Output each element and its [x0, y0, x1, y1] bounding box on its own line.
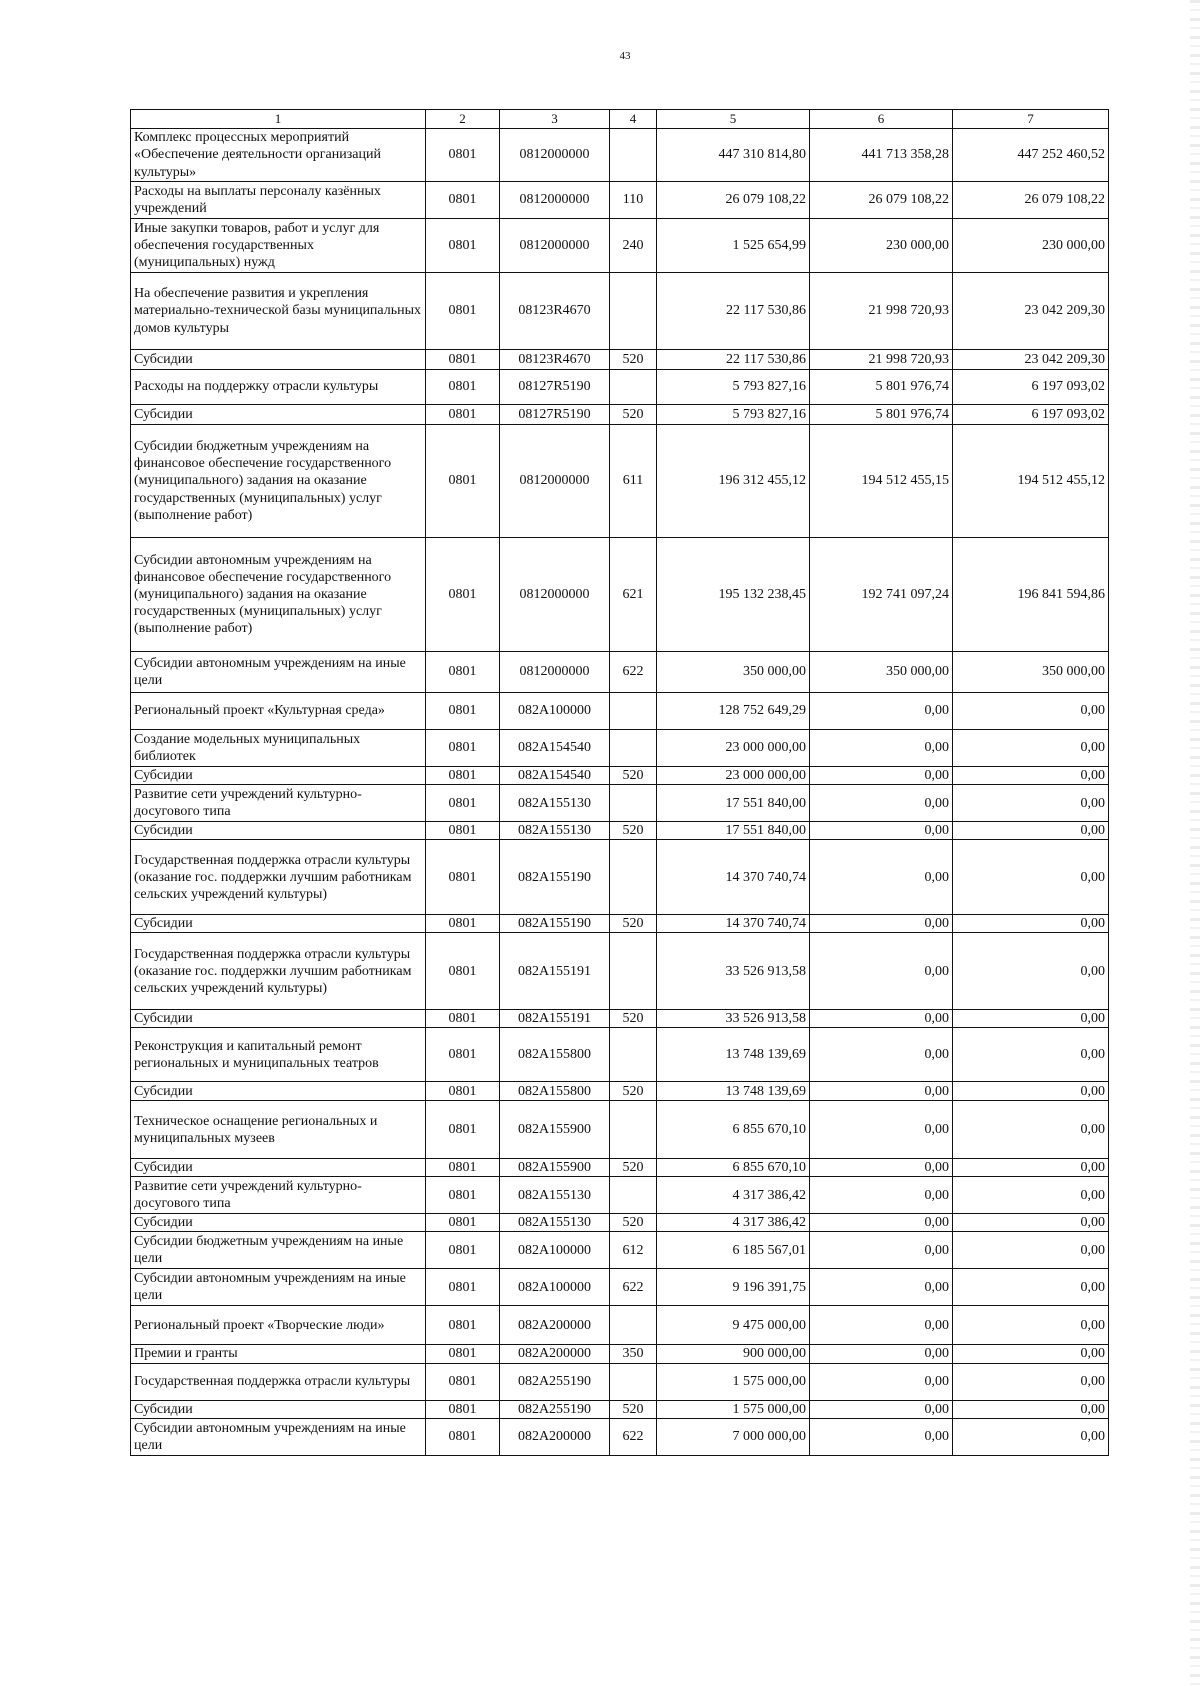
amount-col7-cell: 0,00: [953, 730, 1109, 767]
table-row: [131, 1159, 1109, 1177]
header-cell-1: 1: [131, 110, 426, 129]
amount-col6-cell: 230 000,00: [810, 219, 953, 273]
table-header-row: [131, 110, 1109, 129]
amount-col7-cell: 194 512 455,12: [953, 425, 1109, 538]
expense-type-cell: 520: [610, 822, 657, 840]
table-row: [131, 1028, 1109, 1082]
amount-col7-cell: 6 197 093,02: [953, 405, 1109, 425]
amount-col6-cell: 0,00: [810, 1345, 953, 1363]
row-name-cell: Субсидии: [131, 1010, 426, 1028]
amount-col6-cell: 0,00: [810, 840, 953, 915]
row-name-cell: Региональный проект «Культурная среда»: [131, 693, 426, 730]
table-row: [131, 1232, 1109, 1269]
section-code-cell: 0801: [426, 1028, 500, 1082]
section-code-cell: 0801: [426, 425, 500, 538]
table-row: [131, 1010, 1109, 1028]
amount-col7-cell: 0,00: [953, 1159, 1109, 1177]
page-number: 43: [619, 50, 631, 62]
row-name-cell: Расходы на выплаты персоналу казённых учреждений: [131, 182, 426, 219]
target-code-cell: 0812000000: [500, 219, 610, 273]
amount-col7-cell: 0,00: [953, 1101, 1109, 1159]
target-code-cell: 082A155190: [500, 915, 610, 933]
section-code-cell: 0801: [426, 219, 500, 273]
amount-col5-cell: 9 475 000,00: [657, 1306, 810, 1345]
expense-type-cell: [610, 1028, 657, 1082]
amount-col7-cell: 0,00: [953, 1214, 1109, 1232]
target-code-cell: 082A100000: [500, 1232, 610, 1269]
section-code-cell: 0801: [426, 129, 500, 182]
target-code-cell: 082A154540: [500, 730, 610, 767]
target-code-cell: 082A155130: [500, 785, 610, 822]
target-code-cell: 082A155191: [500, 933, 610, 1010]
target-code-cell: 082A200000: [500, 1418, 610, 1455]
row-name-cell: На обеспечение развития и укрепления материально-технической базы муниципальных домов культуры: [131, 273, 426, 350]
amount-col6-cell: 21 998 720,93: [810, 350, 953, 370]
amount-col6-cell: 0,00: [810, 1306, 953, 1345]
amount-col7-cell: 0,00: [953, 822, 1109, 840]
row-name-cell: Субсидии: [131, 767, 426, 785]
amount-col7-cell: 0,00: [953, 693, 1109, 730]
table-row: [131, 405, 1109, 425]
amount-col6-cell: 5 801 976,74: [810, 370, 953, 405]
amount-col7-cell: 0,00: [953, 785, 1109, 822]
expense-type-cell: [610, 693, 657, 730]
expense-type-cell: 520: [610, 1214, 657, 1232]
header-cell-2: 2: [426, 110, 500, 129]
table-row: [131, 182, 1109, 219]
table-row: [131, 1214, 1109, 1232]
amount-col7-cell: 0,00: [953, 1400, 1109, 1418]
amount-col7-cell: 0,00: [953, 1306, 1109, 1345]
target-code-cell: 082A100000: [500, 1269, 610, 1306]
header-cell-7: 7: [953, 110, 1109, 129]
row-name-cell: Создание модельных муниципальных библиотек: [131, 730, 426, 767]
section-code-cell: 0801: [426, 350, 500, 370]
section-code-cell: 0801: [426, 1101, 500, 1159]
target-code-cell: 082A155800: [500, 1028, 610, 1082]
table-row: [131, 425, 1109, 538]
header-cell-3: 3: [500, 110, 610, 129]
row-name-cell: Развитие сети учреждений культурно-досугового типа: [131, 785, 426, 822]
row-name-cell: Субсидии: [131, 1214, 426, 1232]
expense-type-cell: 621: [610, 538, 657, 652]
amount-col7-cell: 0,00: [953, 767, 1109, 785]
header-cell-6: 6: [810, 110, 953, 129]
table-row: [131, 1363, 1109, 1400]
amount-col5-cell: 13 748 139,69: [657, 1028, 810, 1082]
amount-col7-cell: 0,00: [953, 1363, 1109, 1400]
amount-col5-cell: 13 748 139,69: [657, 1082, 810, 1101]
amount-col5-cell: 900 000,00: [657, 1345, 810, 1363]
row-name-cell: Субсидии: [131, 350, 426, 370]
amount-col6-cell: 0,00: [810, 915, 953, 933]
section-code-cell: 0801: [426, 182, 500, 219]
section-code-cell: 0801: [426, 840, 500, 915]
table-row: [131, 822, 1109, 840]
target-code-cell: 082A155800: [500, 1082, 610, 1101]
table-row: [131, 219, 1109, 273]
target-code-cell: 082A155130: [500, 1214, 610, 1232]
amount-col7-cell: 26 079 108,22: [953, 182, 1109, 219]
target-code-cell: 082A155191: [500, 1010, 610, 1028]
table-row: [131, 538, 1109, 652]
target-code-cell: 082A154540: [500, 767, 610, 785]
expense-type-cell: 520: [610, 1082, 657, 1101]
section-code-cell: 0801: [426, 370, 500, 405]
section-code-cell: 0801: [426, 767, 500, 785]
section-code-cell: 0801: [426, 1232, 500, 1269]
expense-type-cell: [610, 129, 657, 182]
amount-col6-cell: 0,00: [810, 1082, 953, 1101]
amount-col7-cell: 196 841 594,86: [953, 538, 1109, 652]
section-code-cell: 0801: [426, 1214, 500, 1232]
section-code-cell: 0801: [426, 730, 500, 767]
table-row: [131, 273, 1109, 350]
amount-col7-cell: 230 000,00: [953, 219, 1109, 273]
target-code-cell: 082A155900: [500, 1159, 610, 1177]
table-row: [131, 693, 1109, 730]
amount-col6-cell: 350 000,00: [810, 652, 953, 693]
expense-type-cell: 520: [610, 915, 657, 933]
row-name-cell: Техническое оснащение региональных и муниципальных музеев: [131, 1101, 426, 1159]
table-row: [131, 1101, 1109, 1159]
table-row: [131, 1418, 1109, 1455]
section-code-cell: 0801: [426, 785, 500, 822]
table-row: [131, 840, 1109, 915]
table-row: [131, 1306, 1109, 1345]
amount-col5-cell: 14 370 740,74: [657, 915, 810, 933]
row-name-cell: Региональный проект «Творческие люди»: [131, 1306, 426, 1345]
target-code-cell: 0812000000: [500, 425, 610, 538]
amount-col7-cell: 0,00: [953, 1232, 1109, 1269]
budget-table-body: [131, 110, 1109, 1456]
section-code-cell: 0801: [426, 405, 500, 425]
amount-col6-cell: 0,00: [810, 1214, 953, 1232]
row-name-cell: Субсидии: [131, 1082, 426, 1101]
amount-col7-cell: 0,00: [953, 1418, 1109, 1455]
table-row: [131, 933, 1109, 1010]
target-code-cell: 08123R4670: [500, 350, 610, 370]
row-name-cell: Государственная поддержка отрасли культуры: [131, 1363, 426, 1400]
amount-col7-cell: 6 197 093,02: [953, 370, 1109, 405]
amount-col7-cell: 447 252 460,52: [953, 129, 1109, 182]
section-code-cell: 0801: [426, 822, 500, 840]
section-code-cell: 0801: [426, 1306, 500, 1345]
amount-col5-cell: 17 551 840,00: [657, 822, 810, 840]
expense-type-cell: 350: [610, 1345, 657, 1363]
row-name-cell: Государственная поддержка отрасли культуры (оказание гос. поддержки лучшим работникам сельских учреждений культуры): [131, 933, 426, 1010]
target-code-cell: 082A200000: [500, 1345, 610, 1363]
expense-type-cell: [610, 273, 657, 350]
amount-col6-cell: 21 998 720,93: [810, 273, 953, 350]
amount-col6-cell: 0,00: [810, 730, 953, 767]
target-code-cell: 082A155190: [500, 840, 610, 915]
amount-col5-cell: 22 117 530,86: [657, 350, 810, 370]
amount-col5-cell: 14 370 740,74: [657, 840, 810, 915]
amount-col6-cell: 0,00: [810, 1159, 953, 1177]
amount-col6-cell: 0,00: [810, 785, 953, 822]
amount-col6-cell: 192 741 097,24: [810, 538, 953, 652]
section-code-cell: 0801: [426, 1082, 500, 1101]
amount-col5-cell: 6 855 670,10: [657, 1159, 810, 1177]
amount-col7-cell: 23 042 209,30: [953, 273, 1109, 350]
amount-col7-cell: 23 042 209,30: [953, 350, 1109, 370]
amount-col7-cell: 0,00: [953, 1028, 1109, 1082]
amount-col5-cell: 4 317 386,42: [657, 1214, 810, 1232]
section-code-cell: 0801: [426, 1159, 500, 1177]
expense-type-cell: [610, 1177, 657, 1214]
section-code-cell: 0801: [426, 933, 500, 1010]
target-code-cell: 08127R5190: [500, 405, 610, 425]
table-row: [131, 652, 1109, 693]
target-code-cell: 082A255190: [500, 1400, 610, 1418]
target-code-cell: 082A155130: [500, 822, 610, 840]
row-name-cell: Субсидии: [131, 405, 426, 425]
section-code-cell: 0801: [426, 273, 500, 350]
expense-type-cell: [610, 840, 657, 915]
table-row: [131, 1400, 1109, 1418]
section-code-cell: 0801: [426, 1400, 500, 1418]
row-name-cell: Реконструкция и капитальный ремонт региональных и муниципальных театров: [131, 1028, 426, 1082]
amount-col5-cell: 1 575 000,00: [657, 1363, 810, 1400]
amount-col5-cell: 5 793 827,16: [657, 370, 810, 405]
amount-col7-cell: 0,00: [953, 1177, 1109, 1214]
expense-type-cell: [610, 1306, 657, 1345]
section-code-cell: 0801: [426, 1177, 500, 1214]
table-row: [131, 767, 1109, 785]
amount-col6-cell: 0,00: [810, 767, 953, 785]
amount-col6-cell: 0,00: [810, 1101, 953, 1159]
section-code-cell: 0801: [426, 1269, 500, 1306]
amount-col7-cell: 0,00: [953, 915, 1109, 933]
table-row: [131, 1345, 1109, 1363]
row-name-cell: Премии и гранты: [131, 1345, 426, 1363]
target-code-cell: 082A200000: [500, 1306, 610, 1345]
amount-col5-cell: 17 551 840,00: [657, 785, 810, 822]
expense-type-cell: 520: [610, 1010, 657, 1028]
scan-edge-artifact: [1190, 0, 1200, 1686]
row-name-cell: Субсидии автономным учреждениям на иные цели: [131, 1269, 426, 1306]
row-name-cell: Субсидии автономным учреждениям на иные цели: [131, 652, 426, 693]
amount-col6-cell: 441 713 358,28: [810, 129, 953, 182]
amount-col5-cell: 33 526 913,58: [657, 1010, 810, 1028]
amount-col6-cell: 0,00: [810, 933, 953, 1010]
amount-col7-cell: 0,00: [953, 1010, 1109, 1028]
amount-col7-cell: 0,00: [953, 1345, 1109, 1363]
row-name-cell: Комплекс процессных мероприятий «Обеспечение деятельности организаций культуры»: [131, 129, 426, 182]
expense-type-cell: 612: [610, 1232, 657, 1269]
header-cell-5: 5: [657, 110, 810, 129]
amount-col6-cell: 0,00: [810, 1232, 953, 1269]
amount-col5-cell: 7 000 000,00: [657, 1418, 810, 1455]
amount-col6-cell: 5 801 976,74: [810, 405, 953, 425]
amount-col5-cell: 1 525 654,99: [657, 219, 810, 273]
section-code-cell: 0801: [426, 693, 500, 730]
row-name-cell: Государственная поддержка отрасли культуры (оказание гос. поддержки лучшим работникам сельских учреждений культуры): [131, 840, 426, 915]
row-name-cell: Субсидии автономным учреждениям на финансовое обеспечение государственного (муниципального) задания на оказание государственных (муниципальных) услуг (выполнение работ): [131, 538, 426, 652]
expense-type-cell: 110: [610, 182, 657, 219]
target-code-cell: 0812000000: [500, 652, 610, 693]
amount-col5-cell: 196 312 455,12: [657, 425, 810, 538]
amount-col5-cell: 6 185 567,01: [657, 1232, 810, 1269]
amount-col6-cell: 0,00: [810, 693, 953, 730]
expense-type-cell: 240: [610, 219, 657, 273]
expense-type-cell: 622: [610, 1418, 657, 1455]
row-name-cell: Субсидии бюджетным учреждениям на финансовое обеспечение государственного (муниципального) задания на оказание государственных (муниципальных) услуг (выполнение работ): [131, 425, 426, 538]
amount-col7-cell: 0,00: [953, 933, 1109, 1010]
amount-col7-cell: 0,00: [953, 1082, 1109, 1101]
amount-col7-cell: 0,00: [953, 840, 1109, 915]
budget-table: [130, 109, 1109, 1456]
expense-type-cell: [610, 1363, 657, 1400]
target-code-cell: 082A255190: [500, 1363, 610, 1400]
expense-type-cell: 611: [610, 425, 657, 538]
target-code-cell: 082A155130: [500, 1177, 610, 1214]
expense-type-cell: 520: [610, 767, 657, 785]
row-name-cell: Субсидии: [131, 822, 426, 840]
table-row: [131, 350, 1109, 370]
section-code-cell: 0801: [426, 1010, 500, 1028]
amount-col5-cell: 128 752 649,29: [657, 693, 810, 730]
amount-col6-cell: 0,00: [810, 1269, 953, 1306]
section-code-cell: 0801: [426, 1418, 500, 1455]
expense-type-cell: 622: [610, 652, 657, 693]
target-code-cell: 08123R4670: [500, 273, 610, 350]
table-row: [131, 915, 1109, 933]
amount-col5-cell: 6 855 670,10: [657, 1101, 810, 1159]
amount-col6-cell: 0,00: [810, 1177, 953, 1214]
target-code-cell: 0812000000: [500, 538, 610, 652]
amount-col5-cell: 4 317 386,42: [657, 1177, 810, 1214]
table-row: [131, 1177, 1109, 1214]
row-name-cell: Субсидии: [131, 915, 426, 933]
amount-col6-cell: 0,00: [810, 1363, 953, 1400]
row-name-cell: Иные закупки товаров, работ и услуг для обеспечения государственных (муниципальных) нужд: [131, 219, 426, 273]
target-code-cell: 08127R5190: [500, 370, 610, 405]
amount-col5-cell: 33 526 913,58: [657, 933, 810, 1010]
section-code-cell: 0801: [426, 652, 500, 693]
row-name-cell: Развитие сети учреждений культурно-досугового типа: [131, 1177, 426, 1214]
amount-col5-cell: 447 310 814,80: [657, 129, 810, 182]
table-row: [131, 730, 1109, 767]
expense-type-cell: 520: [610, 350, 657, 370]
amount-col6-cell: 0,00: [810, 1400, 953, 1418]
amount-col6-cell: 26 079 108,22: [810, 182, 953, 219]
amount-col6-cell: 0,00: [810, 1418, 953, 1455]
amount-col5-cell: 22 117 530,86: [657, 273, 810, 350]
row-name-cell: Субсидии: [131, 1400, 426, 1418]
expense-type-cell: [610, 730, 657, 767]
expense-type-cell: 622: [610, 1269, 657, 1306]
expense-type-cell: 520: [610, 405, 657, 425]
expense-type-cell: [610, 370, 657, 405]
amount-col5-cell: 9 196 391,75: [657, 1269, 810, 1306]
section-code-cell: 0801: [426, 915, 500, 933]
amount-col6-cell: 194 512 455,15: [810, 425, 953, 538]
table-row: [131, 1269, 1109, 1306]
row-name-cell: Расходы на поддержку отрасли культуры: [131, 370, 426, 405]
target-code-cell: 082A100000: [500, 693, 610, 730]
target-code-cell: 0812000000: [500, 129, 610, 182]
row-name-cell: Субсидии автономным учреждениям на иные цели: [131, 1418, 426, 1455]
section-code-cell: 0801: [426, 1345, 500, 1363]
expense-type-cell: [610, 1101, 657, 1159]
table-row: [131, 785, 1109, 822]
expense-type-cell: [610, 933, 657, 1010]
amount-col7-cell: 350 000,00: [953, 652, 1109, 693]
amount-col7-cell: 0,00: [953, 1269, 1109, 1306]
amount-col6-cell: 0,00: [810, 1028, 953, 1082]
amount-col6-cell: 0,00: [810, 822, 953, 840]
amount-col5-cell: 350 000,00: [657, 652, 810, 693]
table-row: [131, 370, 1109, 405]
amount-col5-cell: 23 000 000,00: [657, 767, 810, 785]
row-name-cell: Субсидии бюджетным учреждениям на иные цели: [131, 1232, 426, 1269]
table-row: [131, 1082, 1109, 1101]
amount-col5-cell: 5 793 827,16: [657, 405, 810, 425]
amount-col5-cell: 1 575 000,00: [657, 1400, 810, 1418]
section-code-cell: 0801: [426, 538, 500, 652]
target-code-cell: 0812000000: [500, 182, 610, 219]
target-code-cell: 082A155900: [500, 1101, 610, 1159]
expense-type-cell: 520: [610, 1400, 657, 1418]
amount-col5-cell: 26 079 108,22: [657, 182, 810, 219]
section-code-cell: 0801: [426, 1363, 500, 1400]
expense-type-cell: [610, 785, 657, 822]
amount-col5-cell: 23 000 000,00: [657, 730, 810, 767]
amount-col5-cell: 195 132 238,45: [657, 538, 810, 652]
table-row: [131, 129, 1109, 182]
row-name-cell: Субсидии: [131, 1159, 426, 1177]
expense-type-cell: 520: [610, 1159, 657, 1177]
header-cell-4: 4: [610, 110, 657, 129]
amount-col6-cell: 0,00: [810, 1010, 953, 1028]
